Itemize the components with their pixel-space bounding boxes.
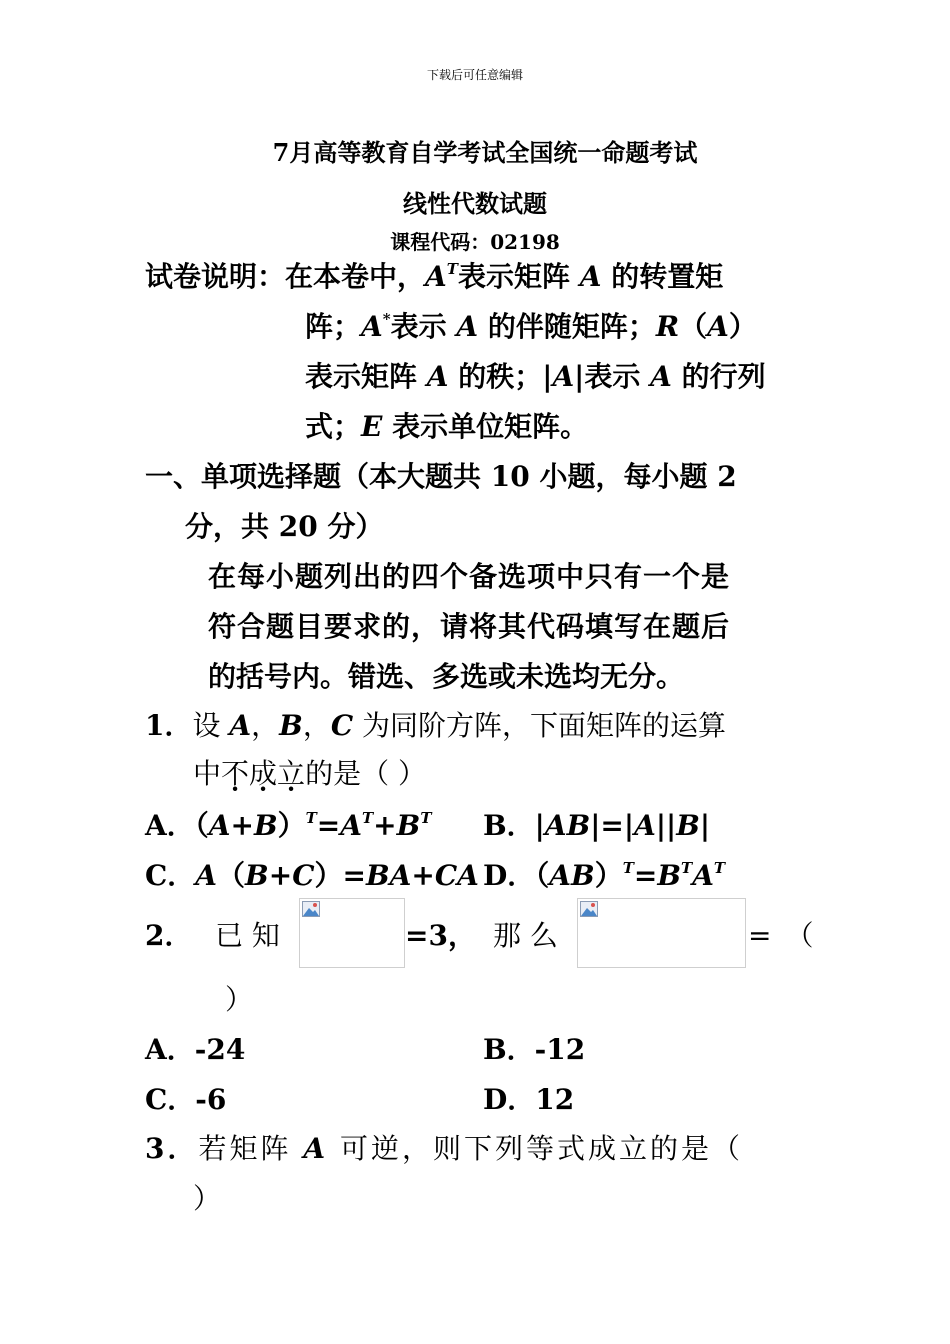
q2-given: 已 知 <box>215 919 280 952</box>
q1-option-a: A．$(A+B)^T=A^T+B^T$ <box>145 809 432 842</box>
q1-option-d: D．$(AB)^T=B^TA^T$ <box>483 859 726 892</box>
section-desc-line-2: 符合题目要求的，请将其代码填写在题后 <box>208 610 731 643</box>
subject-title: 线性代数试题 <box>403 189 547 218</box>
instructions-line-3: 表示矩阵 A 的秩；|A|表示 A 的行列 <box>305 360 766 393</box>
q1-option-c: C．A（B+C）=BA+CA <box>145 859 479 892</box>
emphasis-char: 立 <box>277 757 306 790</box>
q2-option-a: A．-24 <box>145 1033 246 1066</box>
course-code: 课程代码：02198 <box>390 230 560 254</box>
q2-number: 2． <box>145 919 193 952</box>
q1-option-b: B．|AB|=|A||B| <box>483 809 711 842</box>
q1-number: 1． <box>145 709 193 742</box>
q3-line-1: 3．若矩阵 A 可逆，则下列等式成立的是（ <box>145 1132 744 1165</box>
determinant-image-placeholder <box>299 898 405 968</box>
q2-close-paren: ） <box>225 983 254 1016</box>
section-desc-line-3: 的括号内。错选、多选或未选均无分。 <box>208 660 685 693</box>
exam-title: 7月高等教育自学考试全国统一命题考试 <box>272 138 698 167</box>
emphasis-char: 成 <box>249 757 278 790</box>
q2-option-c: C．-6 <box>145 1083 227 1116</box>
q2-option-d: D．12 <box>483 1083 575 1116</box>
instructions-line-1: 试卷说明：在本卷中，$A^T$表示矩阵 A 的转置矩 <box>145 260 724 293</box>
instructions-label: 试卷说明： <box>145 260 286 293</box>
instructions-line-4: 式；E 表示单位矩阵。 <box>305 410 589 443</box>
q1-line-2: 中不成立的是（ ） <box>193 752 426 792</box>
header-note: 下载后可任意编辑 <box>426 68 523 82</box>
determinant-image-placeholder-2 <box>577 898 746 968</box>
q2-equals-3: =3， <box>405 919 476 952</box>
q3-close-paren: ） <box>193 1182 222 1215</box>
q2-line-1 <box>145 914 192 954</box>
instructions-line-2: 阵；A*表示 A 的伴随矩阵；R（A） <box>305 310 757 343</box>
section-heading-line-2: 分，共 20 分） <box>185 510 384 543</box>
q2-then: 那 么 <box>493 919 558 952</box>
broken-image-icon <box>302 901 320 917</box>
broken-image-icon <box>580 901 598 917</box>
q2-equals-paren: =（ <box>748 919 828 952</box>
section-heading-line-1: 一、单项选择题（本大题共 10 小题，每小题 2 <box>145 460 737 493</box>
q1-line-1: 1．设 A，B，C 为同阶方阵，下面矩阵的运算 <box>145 709 727 742</box>
q3-number: 3． <box>145 1132 199 1165</box>
section-desc-line-1: 在每小题列出的四个备选项中只有一个是 <box>208 560 731 593</box>
q2-option-b: B．-12 <box>483 1033 586 1066</box>
emphasis-char: 不 <box>221 757 250 790</box>
